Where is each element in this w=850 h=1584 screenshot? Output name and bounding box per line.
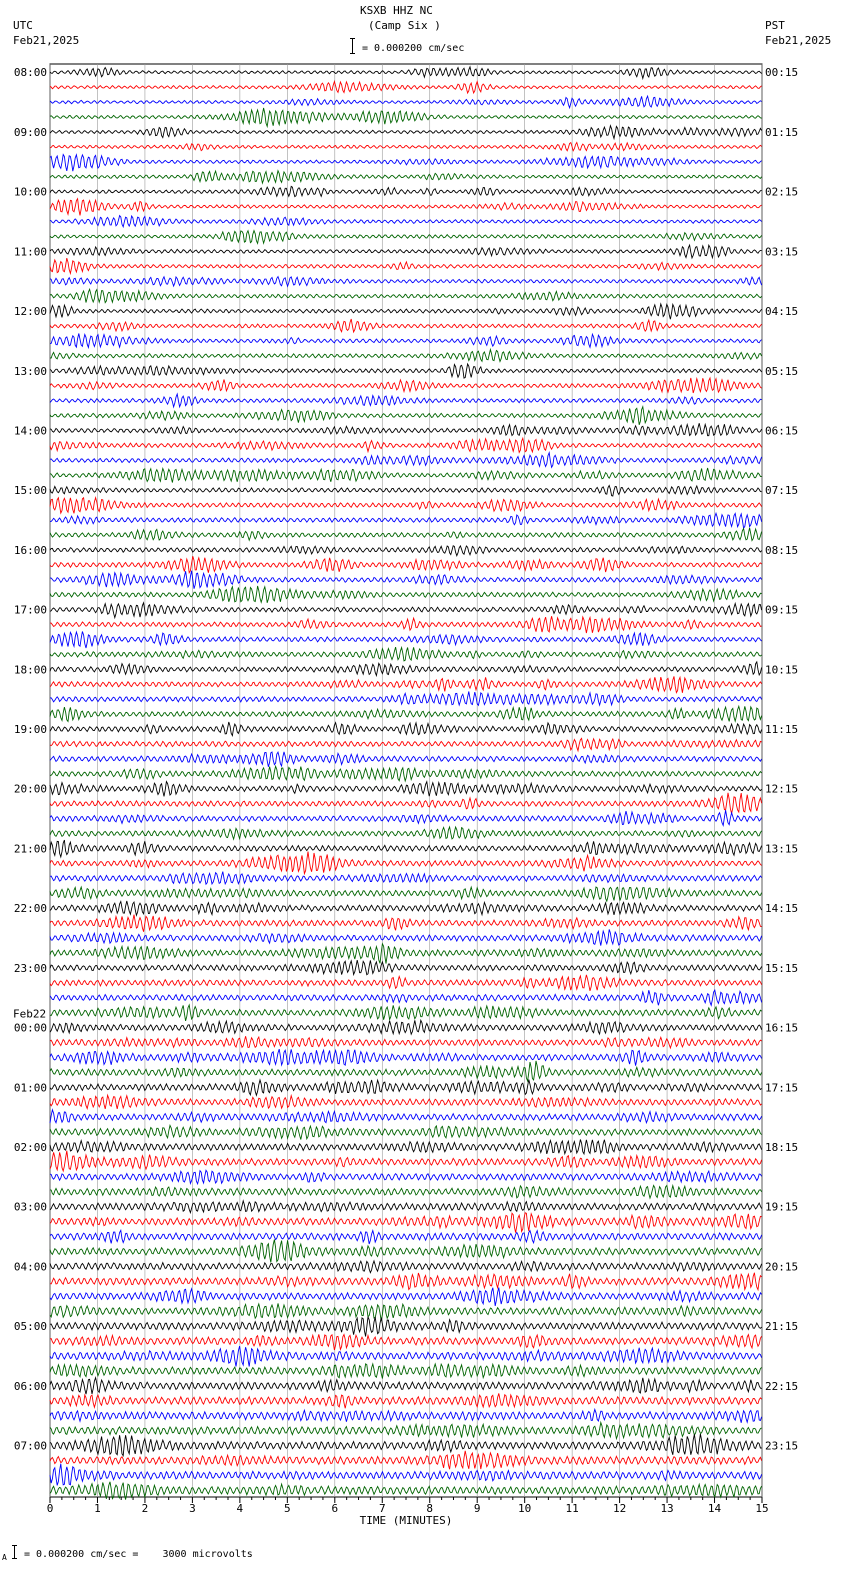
seismic-trace: [50, 1451, 762, 1469]
utc-hour-label: 12:00: [13, 305, 47, 319]
x-tick-label: 12: [612, 1502, 627, 1515]
seismic-trace: [50, 378, 762, 393]
utc-hour-label: 00:00: [13, 1021, 47, 1035]
pst-hour-label: 18:15: [765, 1140, 799, 1154]
seismic-trace: [50, 722, 762, 736]
x-tick-label: 6: [331, 1502, 339, 1515]
utc-hour-label: 22:00: [13, 902, 47, 916]
seismic-trace: [50, 1240, 762, 1263]
seismic-trace: [50, 1434, 762, 1456]
top-scale-text: = 0.000200 cm/sec: [362, 43, 465, 54]
pst-hour-label: 11:15: [765, 723, 799, 737]
seismic-trace: [50, 944, 762, 964]
date-change-label: Feb22: [13, 1007, 47, 1021]
station-title: KSXB HHZ NC: [360, 4, 433, 17]
seismic-trace: [50, 143, 762, 151]
seismic-trace: [50, 199, 762, 216]
utc-hour-label: 07:00: [13, 1439, 47, 1453]
pst-hour-label: 22:15: [765, 1379, 799, 1393]
seismic-trace: [50, 186, 762, 196]
seismic-trace: [50, 1317, 762, 1337]
seismic-trace: [50, 1288, 762, 1306]
pst-hour-label: 19:15: [765, 1200, 799, 1214]
right-timezone: PST: [765, 19, 785, 32]
seismic-trace: [50, 1261, 762, 1273]
seismic-trace: [50, 1185, 762, 1198]
utc-hour-label: 08:00: [13, 66, 47, 80]
seismic-trace: [50, 1346, 762, 1366]
seismic-trace: [50, 423, 762, 436]
seismic-trace: [50, 616, 762, 633]
seismic-trace: [50, 662, 762, 676]
seismic-trace: [50, 546, 762, 556]
utc-hour-label: 01:00: [13, 1081, 47, 1095]
utc-hour-label: 03:00: [13, 1200, 47, 1214]
x-tick-label: 3: [189, 1502, 196, 1515]
utc-hour-label: 05:00: [13, 1320, 47, 1334]
pst-hour-label: 04:15: [765, 305, 799, 319]
seismic-trace: [50, 676, 762, 692]
seismic-trace: [50, 810, 762, 825]
pst-hour-label: 16:15: [765, 1021, 799, 1035]
seismic-trace: [50, 1110, 762, 1123]
seismic-trace: [50, 1423, 762, 1439]
seismic-trace: [50, 782, 762, 797]
pst-hour-label: 01:15: [765, 125, 799, 139]
pst-hour-label: 13:15: [765, 842, 799, 856]
seismic-trace: [50, 1140, 762, 1154]
seismic-trace: [50, 887, 762, 901]
seismic-trace: [50, 1125, 762, 1139]
seismic-trace: [50, 647, 762, 661]
x-axis-label: TIME (MINUTES): [359, 1514, 453, 1527]
seismic-trace: [50, 155, 762, 172]
seismic-trace: [50, 438, 762, 452]
location-subtitle: (Camp Six ): [368, 19, 441, 32]
seismic-trace: [50, 1151, 762, 1171]
utc-hour-label: 14:00: [13, 424, 47, 438]
seismic-trace: [50, 692, 762, 706]
seismic-trace: [50, 82, 762, 93]
x-tick-label: 10: [518, 1502, 532, 1515]
x-tick-label: 2: [141, 1502, 149, 1515]
seismic-trace: [50, 975, 762, 991]
seismic-trace: [50, 1409, 762, 1422]
x-tick-label: 15: [755, 1502, 769, 1515]
seismic-trace: [50, 486, 762, 497]
x-tick-label: 13: [660, 1502, 674, 1515]
pst-hour-label: 10:15: [765, 663, 799, 677]
utc-hour-label: 19:00: [13, 723, 47, 737]
utc-hour-label: 11:00: [13, 245, 47, 259]
utc-hour-label: 16:00: [13, 543, 47, 557]
seismic-trace: [50, 304, 762, 319]
seismic-trace: [50, 586, 762, 603]
seismic-trace: [50, 738, 762, 750]
seismic-trace: [50, 1095, 762, 1109]
seismic-trace: [50, 108, 762, 126]
seismic-trace: [50, 960, 762, 975]
footer-scale-text: = 0.000200 cm/sec = 3000 microvolts: [24, 1549, 253, 1560]
seismic-trace: [50, 1393, 762, 1408]
utc-hour-label: 17:00: [13, 603, 47, 617]
x-tick-label: 14: [707, 1502, 722, 1515]
seismic-trace: [50, 852, 762, 874]
seismic-trace: [50, 498, 762, 514]
utc-hour-label: 13:00: [13, 364, 47, 378]
seismic-trace: [50, 706, 762, 721]
seismic-trace: [50, 827, 762, 839]
utc-hour-label: 06:00: [13, 1379, 47, 1393]
seismic-trace: [50, 334, 762, 348]
seismic-trace: [50, 1005, 762, 1021]
seismic-trace: [50, 513, 762, 528]
seismic-trace: [50, 603, 762, 618]
seismic-trace: [50, 319, 762, 332]
seismic-trace: [50, 752, 762, 767]
seismic-trace: [50, 872, 762, 885]
utc-hour-label: 18:00: [13, 663, 47, 677]
utc-hour-label: 21:00: [13, 842, 47, 856]
seismic-trace: [50, 766, 762, 781]
pst-hour-label: 14:15: [765, 902, 799, 916]
seismic-trace: [50, 468, 762, 483]
x-tick-label: 9: [473, 1502, 481, 1515]
x-tick-label: 8: [426, 1502, 434, 1515]
seismic-trace: [50, 915, 762, 932]
seismic-trace: [50, 1049, 762, 1066]
seismic-trace: [50, 407, 762, 425]
pst-hour-label: 00:15: [765, 66, 799, 80]
utc-hour-label: 09:00: [13, 125, 47, 139]
right-date: Feb21,2025: [765, 34, 832, 47]
pst-hour-label: 08:15: [765, 543, 799, 557]
pst-hour-label: 17:15: [765, 1081, 799, 1095]
pst-hour-label: 21:15: [765, 1320, 799, 1334]
footer-scale-bar-icon: [14, 1545, 15, 1559]
seismic-trace: [50, 1036, 762, 1048]
pst-hour-label: 05:15: [765, 364, 799, 378]
x-tick-label: 1: [94, 1502, 101, 1515]
x-tick-label: 11: [565, 1502, 579, 1515]
seismic-trace: [50, 171, 762, 183]
pst-hour-label: 15:15: [765, 961, 799, 975]
x-tick-label: 5: [284, 1502, 291, 1515]
seismic-trace: [50, 1061, 762, 1081]
seismic-trace: [50, 231, 762, 244]
seismic-trace: [50, 216, 762, 227]
seismic-trace: [50, 289, 762, 302]
utc-hour-label: 20:00: [13, 782, 47, 796]
seismic-trace: [50, 1378, 762, 1395]
utc-hour-label: 02:00: [13, 1140, 47, 1154]
seismic-trace: [50, 1170, 762, 1184]
pst-hour-label: 07:15: [765, 484, 799, 498]
seismic-trace: [50, 245, 762, 258]
x-tick-label: 4: [236, 1502, 244, 1515]
x-tick-label: 0: [46, 1502, 54, 1515]
seismic-trace: [50, 126, 762, 139]
pst-hour-label: 09:15: [765, 603, 799, 617]
left-date: Feb21,2025: [13, 34, 80, 47]
seismic-trace: [50, 453, 762, 468]
seismic-trace: [50, 929, 762, 945]
pst-hour-label: 23:15: [765, 1439, 799, 1453]
seismic-trace: [50, 528, 762, 541]
seismic-trace: [50, 901, 762, 915]
seismic-trace: [50, 350, 762, 362]
pst-hour-label: 20:15: [765, 1260, 799, 1274]
pst-hour-label: 12:15: [765, 782, 799, 796]
seismic-trace: [50, 1464, 762, 1486]
seismic-trace: [50, 1080, 762, 1096]
seismic-trace: [50, 793, 762, 814]
seismic-trace: [50, 364, 762, 378]
seismic-trace: [50, 571, 762, 589]
pst-hour-label: 03:15: [765, 245, 799, 259]
seismic-trace: [50, 1334, 762, 1350]
seismic-trace: [50, 1303, 762, 1320]
seismic-trace: [50, 1213, 762, 1233]
pst-hour-label: 02:15: [765, 185, 799, 199]
seismic-trace: [50, 1201, 762, 1213]
footer-mark: A: [2, 1553, 7, 1562]
seismic-trace: [50, 96, 762, 108]
seismic-trace: [50, 990, 762, 1005]
seismic-trace: [50, 632, 762, 649]
utc-hour-label: 04:00: [13, 1260, 47, 1274]
seismic-trace: [50, 394, 762, 407]
utc-hour-label: 10:00: [13, 185, 47, 199]
pst-hour-label: 06:15: [765, 424, 799, 438]
left-timezone: UTC: [13, 19, 33, 32]
seismic-trace: [50, 1230, 762, 1244]
utc-hour-label: 23:00: [13, 961, 47, 975]
x-tick-label: 7: [378, 1502, 386, 1515]
seismic-trace: [50, 277, 762, 287]
utc-hour-label: 15:00: [13, 484, 47, 498]
seismic-trace: [50, 840, 762, 857]
seismic-trace: [50, 1273, 762, 1290]
seismic-trace: [50, 258, 762, 273]
seismic-trace: [50, 67, 762, 79]
seismic-trace: [50, 1020, 762, 1034]
seismic-trace: [50, 556, 762, 573]
seismic-trace: [50, 1364, 762, 1379]
